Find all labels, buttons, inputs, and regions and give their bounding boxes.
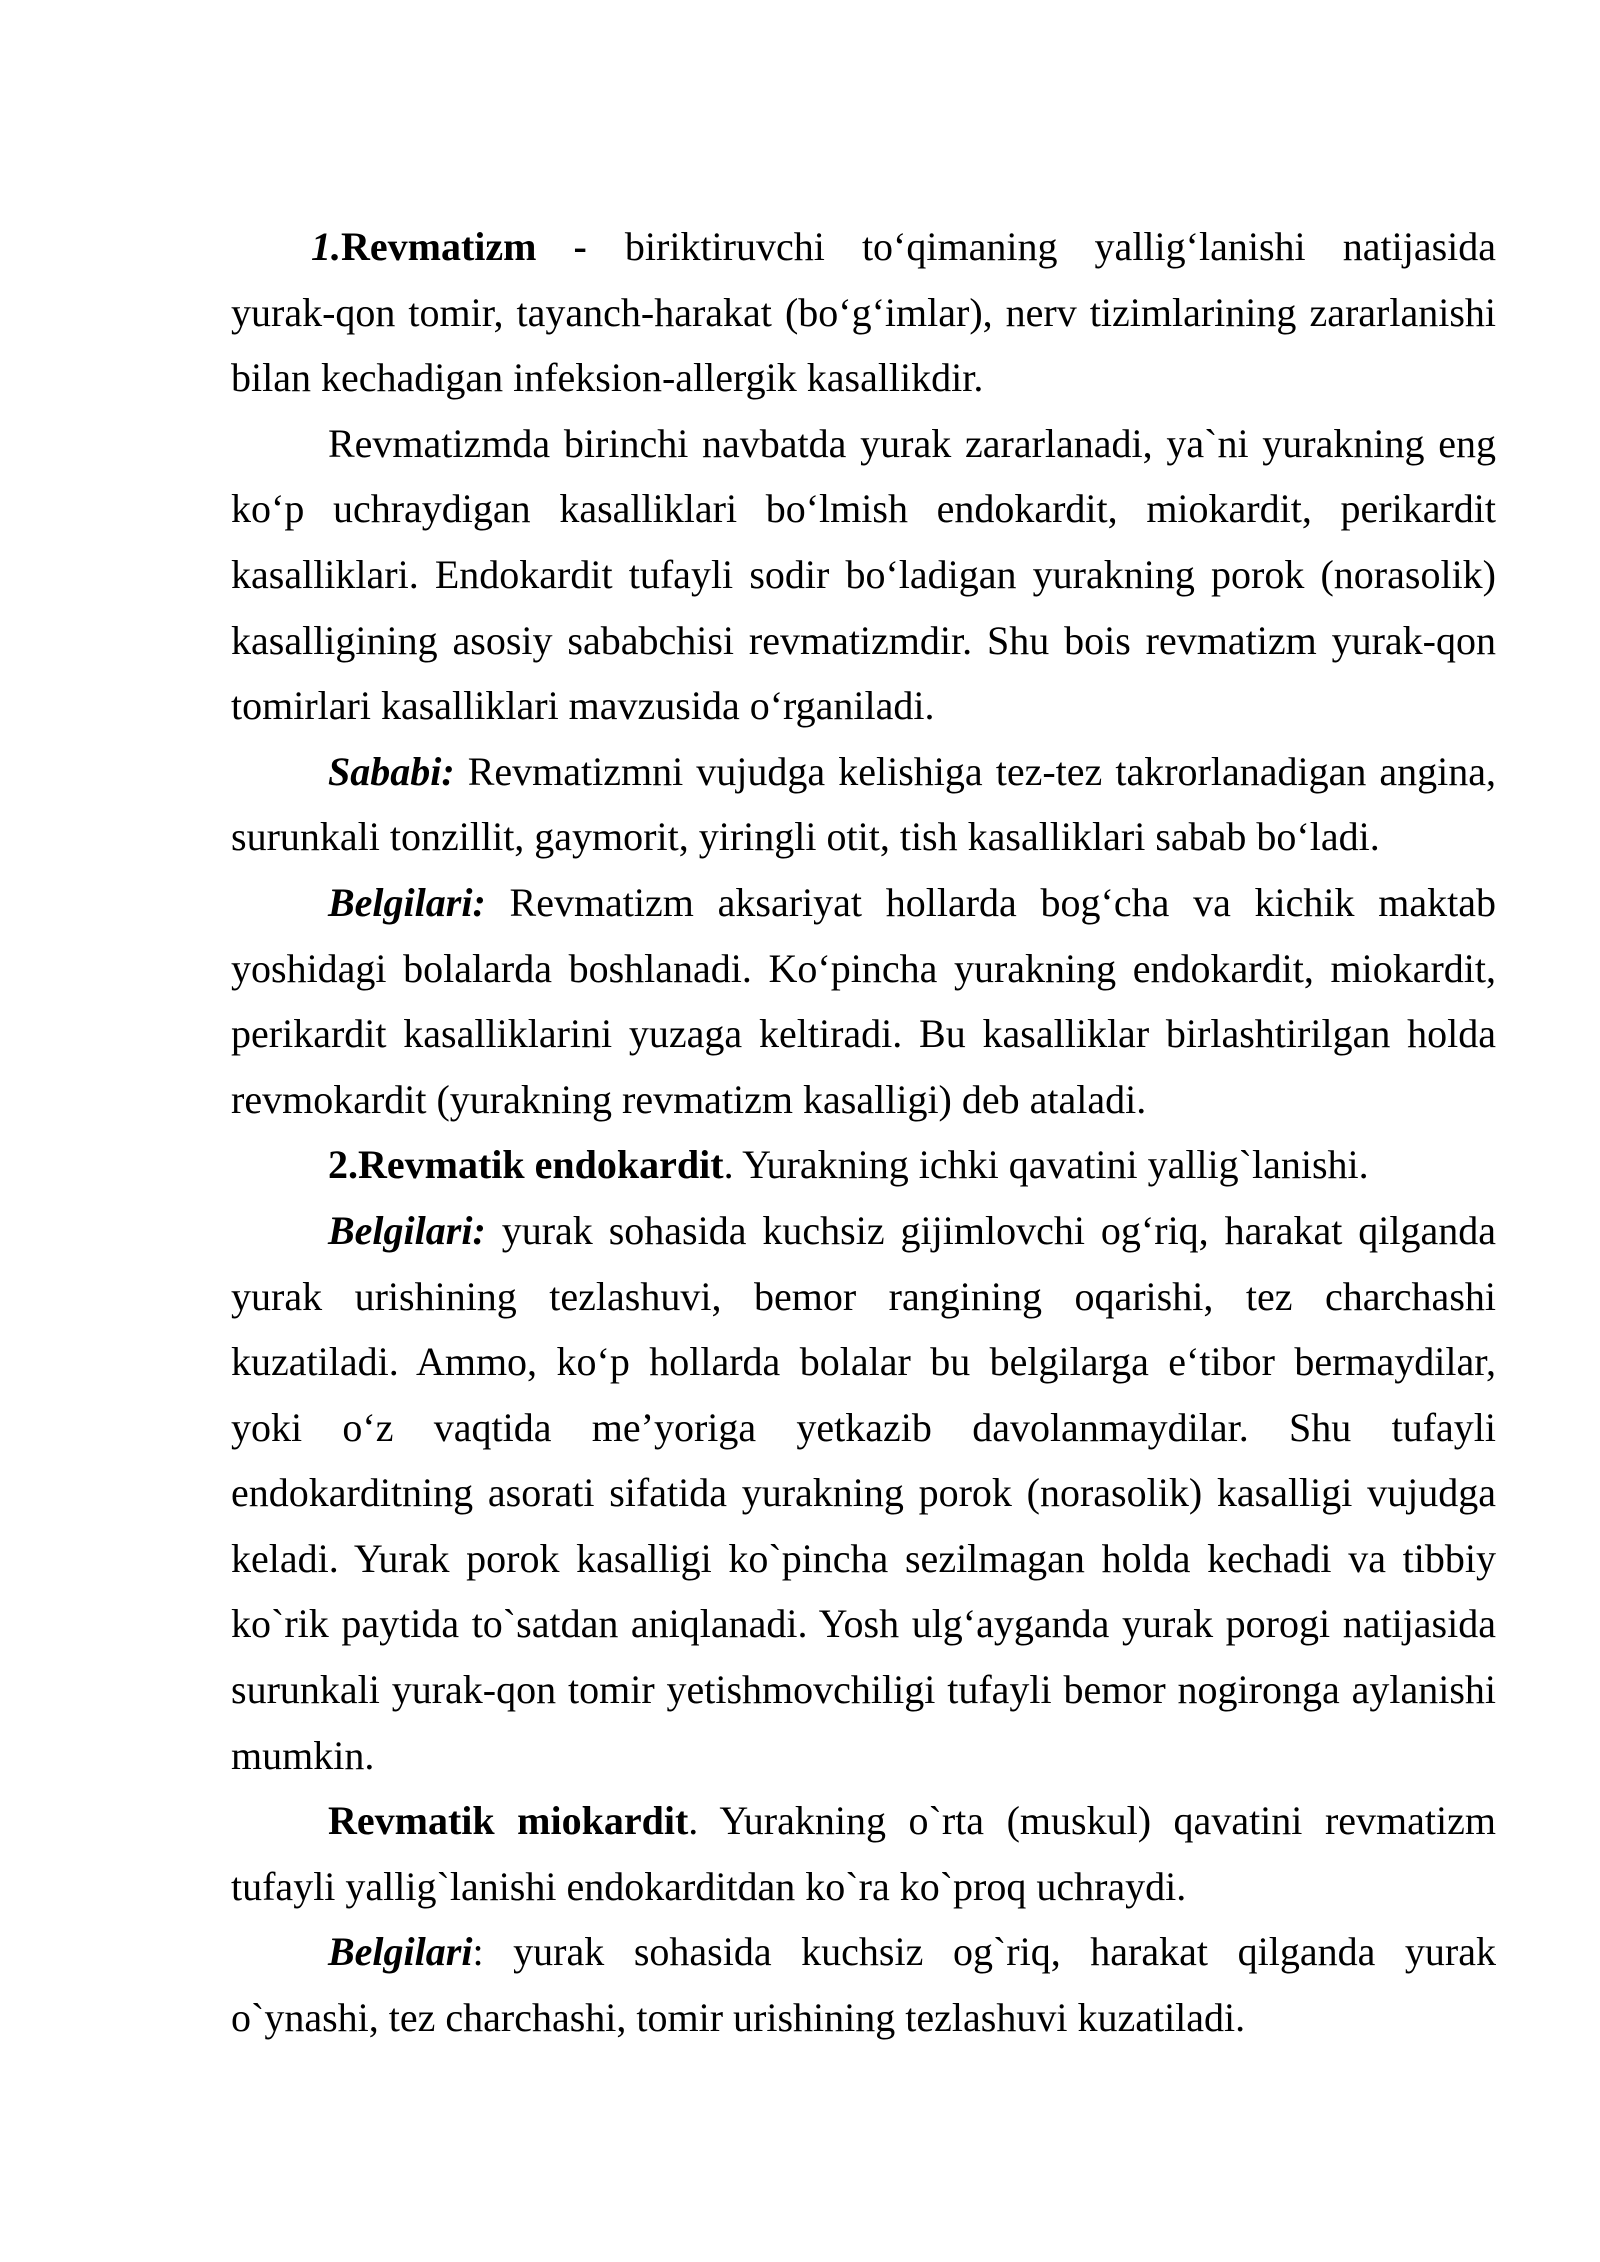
section-number: 1. xyxy=(311,224,341,269)
paragraph-text: . Yurakning ichki qavatini yallig`lanishi. xyxy=(723,1142,1369,1188)
paragraph-revmatik-miokardit xyxy=(231,1788,1496,1919)
paragraph-text: Revmatizmni vujudga kelishiga tez-tez takrorlanadigan angina, surunkali tonzillit, gaymorit, yiringli otit, tish kasalliklari sabab bo‘ladi. xyxy=(231,748,1496,860)
paragraph-belgilari-endokardit xyxy=(231,1198,1496,1788)
term-sababi: Sababi: xyxy=(328,748,455,794)
term-revmatik-miokardit: Revmatik miokardit xyxy=(328,1798,689,1844)
paragraph-revmatizm-definition xyxy=(231,214,1496,411)
paragraph-text: Revmatizm aksariyat hollarda bog‘cha va kichik maktab yoshidagi bolalarda boshlanadi. Ko‘pincha yurakning endokardit, miokardit, perikardit kasalliklarini yuzaga keltiradi. Bu kasalliklar birlashtirilgan holda revmokardit (yurakning revmatizm kasalligi) deb ataladi. xyxy=(231,879,1496,1122)
paragraph-text: Revmatizmda birinchi navbatda yurak zararlanadi, ya`ni yurakning eng ko‘p uchraydigan kasalliklari bo‘lmish endokardit, miokardit, perikardit kasalliklari. Endokardit tufayli sodir bo‘ladigan yurakning porok (norasolik) kasalligining asosiy sababchisi revmatizmdir. Shu bois revmatizm yurak-qon tomirlari kasalliklari mavzusida o‘rganiladi. xyxy=(231,420,1496,729)
paragraph-text: : yurak sohasida kuchsiz og`riq, harakat qilganda yurak o`ynashi, tez charchashi, tomir urishining tezlashuvi kuzatiladi. xyxy=(231,1929,1496,2041)
paragraph-text: biriktiruvchi to‘qimaning yallig‘lanishi natijasida yurak-qon tomir, tayanch-harakat (bo‘g‘imlar), nerv tizimlarining zararlanishi bilan kechadigan infeksion-allergik kasallikdir. xyxy=(231,224,1497,401)
term-belgilari: Belgilari xyxy=(328,1929,473,1975)
term-belgilari: Belgilari: xyxy=(328,879,486,925)
paragraph-belgilari-miokardit xyxy=(231,1919,1496,2050)
paragraph-text: . Yurakning o`rta (muskul) qavatini revmatizm tufayli yallig`lanishi endokarditdan ko`ra ko`proq uchraydi. xyxy=(231,1798,1496,1909)
document-page xyxy=(231,214,1496,2051)
paragraph-text: yurak sohasida kuchsiz gijimlovchi og‘riq, harakat qilganda yurak urishining tezlashuvi, bemor rangining oqarishi, tez charchashi kuzatiladi. Ammo, ko‘p hollarda bolalar bu belgilarga e‘tibor bermaydilar, yoki o‘z vaqtida me’yoriga yetkazib davolanmaydilar. Shu tufayli endokarditning asorati sifatida yurakning porok (norasolik) kasalligi vujudga keladi. Yurak porok kasalligi ko`pincha sezilmagan holda kechadi va tibbiy ko`rik paytida to`satdan aniqlanadi. Yosh ulg‘ayganda yurak porogi natijasida surunkali yurak-qon tomir yetishmovchiligi tufayli bemor nogironga aylanishi mumkin. xyxy=(231,1207,1496,1778)
term-belgilari: Belgilari: xyxy=(328,1207,486,1253)
paragraph-revmatik-endokardit xyxy=(231,1132,1496,1198)
term-revmatik-endokardit: 2.Revmatik endokardit xyxy=(328,1142,724,1188)
paragraph-sababi xyxy=(231,739,1496,870)
paragraph-belgilari-revmatizm xyxy=(231,870,1496,1132)
term-revmatizm: Revmatizm - xyxy=(341,224,587,269)
paragraph-revmatizm-heart xyxy=(231,411,1496,739)
